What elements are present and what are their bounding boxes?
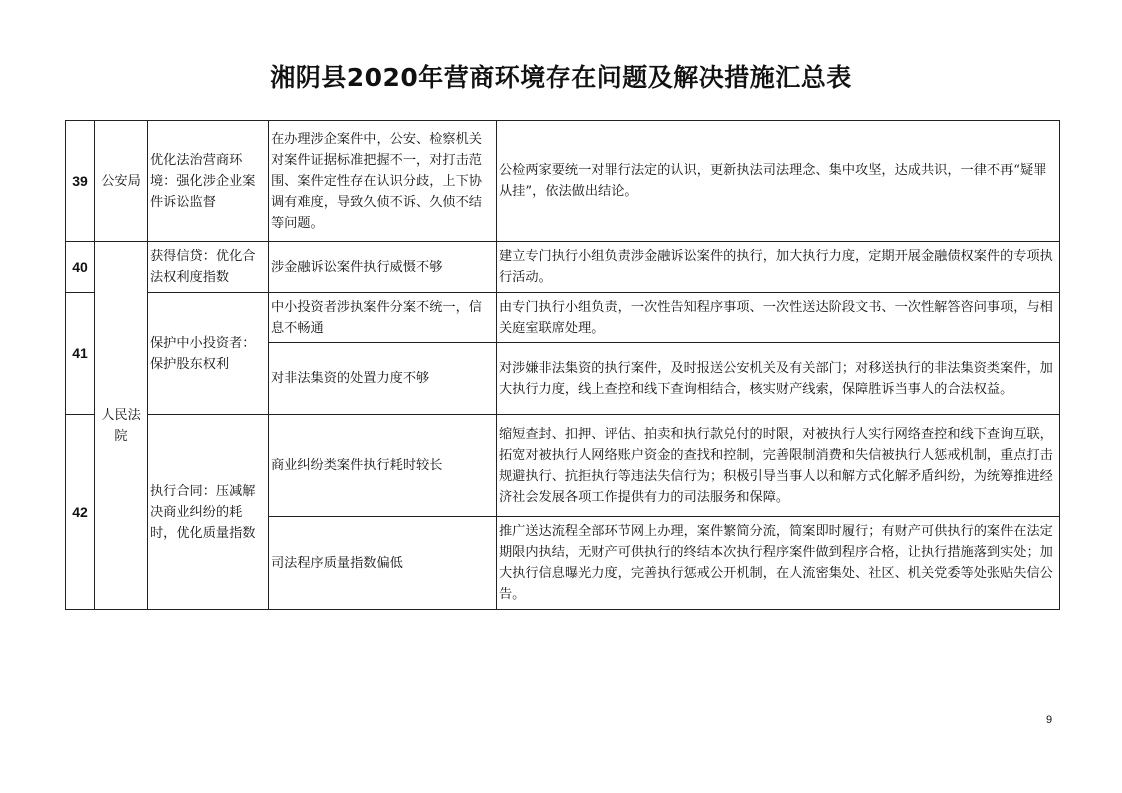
- row-number: 39: [66, 121, 95, 242]
- problem-cell: 中小投资者涉执案件分案不统一，信息不畅通: [269, 293, 497, 343]
- category-cell: 保护中小投资者：保护股东权利: [148, 293, 269, 415]
- measure-cell: 推广送达流程全部环节网上办理，案件繁简分流，简案即时履行；有财产可供执行的案件在法定期限内执结，无财产可供执行的终结本次执行程序案件做到程序合格，让执行措施落到实处；加大执行信息曝光力度，完善执行惩戒公开机制，在人流密集处、社区、机关党委等处张贴失信公告。: [497, 517, 1060, 610]
- table-row: [66, 242, 1060, 293]
- problem-cell: 商业纠纷类案件执行耗时较长: [269, 415, 497, 517]
- table-row: [66, 415, 1060, 517]
- department-cell: 人民法院: [95, 242, 148, 610]
- summary-table: [65, 120, 1060, 610]
- page-title: 湘阴县2020年营商环境存在问题及解决措施汇总表: [270, 63, 852, 92]
- problem-cell: 对非法集资的处置力度不够: [269, 343, 497, 415]
- department-cell: 公安局: [95, 121, 148, 242]
- category-cell: 执行合同：压减解决商业纠纷的耗时，优化质量指数: [148, 415, 269, 610]
- measure-cell: 建立专门执行小组负责涉金融诉讼案件的执行，加大执行力度，定期开展金融债权案件的专项执行活动。: [497, 242, 1060, 293]
- table-row: [66, 293, 1060, 343]
- problem-cell: 司法程序质量指数偏低: [269, 517, 497, 610]
- category-cell: 优化法治营商环境：强化涉企业案件诉讼监督: [148, 121, 269, 242]
- table-row: [66, 121, 1060, 242]
- category-cell: 获得信贷：优化合法权利度指数: [148, 242, 269, 293]
- measure-cell: 由专门执行小组负责，一次性告知程序事项、一次性送达阶段文书、一次性解答咨问事项，与相关庭室联席处理。: [497, 293, 1060, 343]
- row-number: 42: [66, 415, 95, 610]
- page-number: 9: [1046, 714, 1053, 726]
- measure-cell: 对涉嫌非法集资的执行案件，及时报送公安机关及有关部门；对移送执行的非法集资类案件，加大执行力度，线上查控和线下查询相结合，核实财产线索，保障胜诉当事人的合法权益。: [497, 343, 1060, 415]
- problem-cell: 涉金融诉讼案件执行威慑不够: [269, 242, 497, 293]
- row-number: 40: [66, 242, 95, 293]
- problem-cell: 在办理涉企案件中，公安、检察机关对案件证据标准把握不一，对打击范围、案件定性存在认识分歧，上下协调有难度，导致久侦不诉、久侦不结等问题。: [269, 121, 497, 242]
- row-number: 41: [66, 293, 95, 415]
- measure-cell: 公检两家要统一对罪行法定的认识，更新执法司法理念、集中攻坚，达成共识，一律不再“疑罪从挂”，依法做出结论。: [497, 121, 1060, 242]
- measure-cell: 缩短查封、扣押、评估、拍卖和执行款兑付的时限，对被执行人实行网络查控和线下查询互联，拓宽对被执行人网络账户资金的查找和控制，完善限制消费和失信被执行人惩戒机制，重点打击规避执行、抗拒执行等违法失信行为；积极引导当事人以和解方式化解矛盾纠纷，为统筹推进经济社会发展各项工作提供有力的司法服务和保障。: [497, 415, 1060, 517]
